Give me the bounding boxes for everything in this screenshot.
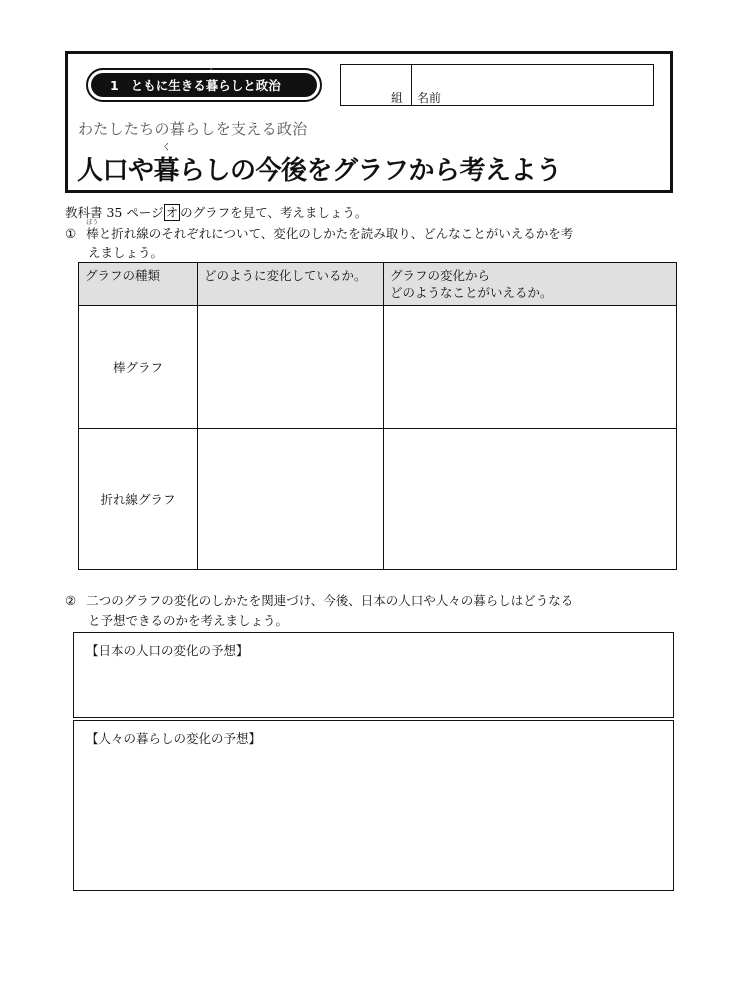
header-change: どのように変化しているか。 xyxy=(198,263,384,306)
graph-analysis-table xyxy=(78,262,677,570)
name-divider xyxy=(411,65,412,105)
header-meaning-line-1: グラフの変化から xyxy=(390,268,491,283)
lifestyle-forecast-box[interactable] xyxy=(73,720,674,891)
answer-cell-line-meaning[interactable] xyxy=(384,429,677,570)
name-label: 名前 xyxy=(417,91,442,105)
header-meaning-line-2: どのようなことがいえるか。 xyxy=(390,285,553,300)
title-ruby: く xyxy=(162,143,171,153)
unit-title-before: ともに生きる xyxy=(130,78,206,93)
population-forecast-label: 【日本の人口の変化の予想】 xyxy=(86,643,249,658)
question-2 xyxy=(65,591,573,609)
question-1-ruby: ぼう xyxy=(86,219,99,226)
table-header-row xyxy=(79,263,677,306)
question-1-number: ① xyxy=(65,226,77,241)
unit-title-after: らしと政治 xyxy=(218,78,281,93)
title-ruby-base: 暮 xyxy=(153,156,180,186)
page-title xyxy=(77,143,562,187)
header-graph-type: グラフの種類 xyxy=(79,263,198,306)
title-before: 人口や xyxy=(77,156,154,186)
name-box xyxy=(340,64,654,106)
header-box xyxy=(65,51,673,193)
row-label-bar-graph: 棒グラフ xyxy=(79,306,198,429)
table-row xyxy=(79,429,677,570)
instruction-suffix: のグラフを見て、考えましょう。 xyxy=(180,205,368,220)
unit-title-ruby: く xyxy=(208,66,216,74)
answer-cell-line-change[interactable] xyxy=(198,429,384,570)
figure-reference: オ xyxy=(165,205,179,220)
unit-number: 1 xyxy=(110,77,119,93)
lifestyle-forecast-label: 【人々の暮らしの変化の予想】 xyxy=(86,731,262,746)
population-forecast-box[interactable] xyxy=(73,632,674,718)
question-2-line-2: と予想できるのかを考えましょう。 xyxy=(88,613,289,628)
answer-cell-bar-meaning[interactable] xyxy=(384,306,677,429)
question-1-line-1: と折れ線のそれぞれについて、変化のしかたを読み取り、どんなことがいえるかを考 xyxy=(98,226,574,241)
instruction-prefix: 教科書 35 ページ xyxy=(65,205,164,220)
unit-badge xyxy=(86,68,322,102)
header-meaning xyxy=(384,263,677,306)
unit-title-ruby-base: 暮 xyxy=(205,78,219,93)
question-1-line-2: えましょう。 xyxy=(88,245,164,260)
question-2-number: ② xyxy=(65,593,77,608)
answer-cell-bar-change[interactable] xyxy=(198,306,384,429)
row-label-line-graph: 折れ線グラフ xyxy=(79,429,198,570)
title-after: らしの今後をグラフから考えよう xyxy=(179,156,562,186)
instruction xyxy=(65,203,367,221)
class-label: 組 xyxy=(391,91,404,105)
table-row xyxy=(79,306,677,429)
subtitle: わたしたちの暮らしを支える政治 xyxy=(78,120,308,138)
question-1-ruby-base: 棒 xyxy=(86,226,99,241)
question-2-line-1: 二つのグラフの変化のしかたを関連づけ、今後、日本の人口や人々の暮らしはどうなる xyxy=(86,593,574,608)
question-1 xyxy=(65,219,574,242)
